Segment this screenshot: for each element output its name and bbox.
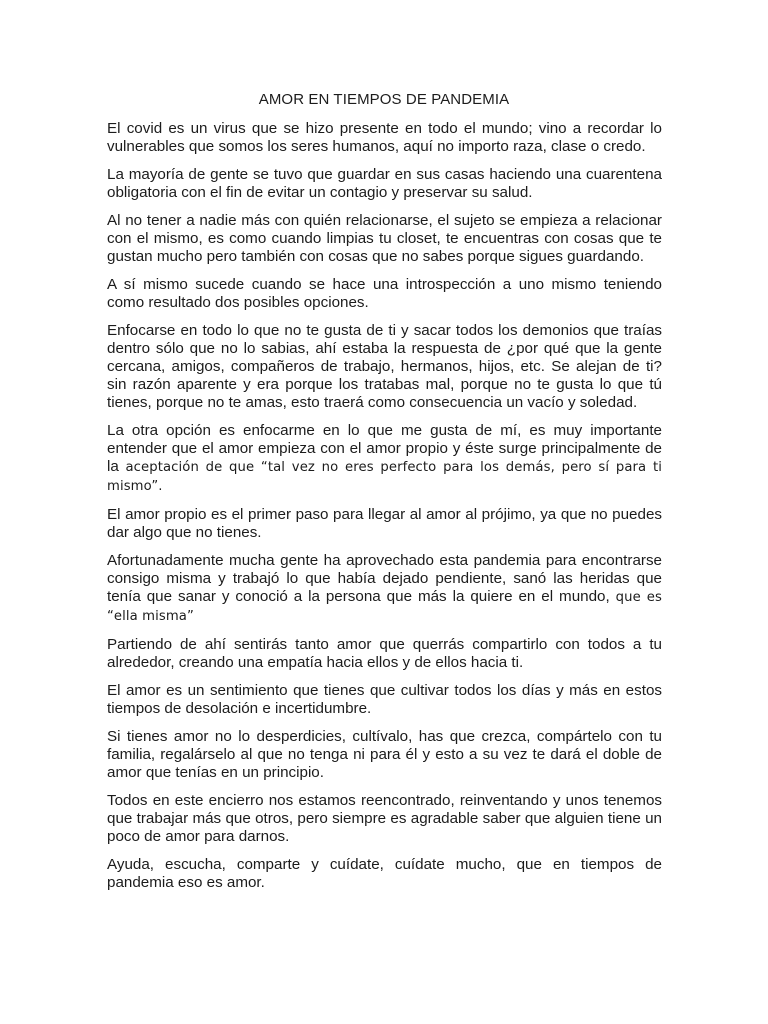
document-title: AMOR EN TIEMPOS DE PANDEMIA xyxy=(258,91,510,108)
paragraph-3: Al no tener a nadie más con quién relacionarse, el sujeto se empieza a relacionar con el mismo, es como cuando limpias tu closet, te encuentras con cosas que te gustan mucho pero también con cosas que no sabes porque sigues guardando. xyxy=(107,212,662,265)
paragraph-8 xyxy=(107,552,662,626)
paragraph-9: Partiendo de ahí sentirás tanto amor que querrás compartirlo con todos a tu alrededor, creando una empatía hacia ellos y de ellos hacia ti. xyxy=(107,636,662,671)
paragraph-1: El covid es un virus que se hizo presente en todo el mundo; vino a recordar lo vulnerables que somos los seres humanos, aquí no importo raza, clase o credo. xyxy=(107,120,662,155)
paragraph-4: A sí mismo sucede cuando se hace una introspección a uno mismo teniendo como resultado dos posibles opciones. xyxy=(107,276,662,311)
paragraph-2: La mayoría de gente se tuvo que guardar en sus casas haciendo una cuarentena obligatoria con el fin de evitar un contagio y preservar su salud. xyxy=(107,166,662,201)
paragraph-11: Si tienes amor no lo desperdicies, cultívalo, has que crezca, compártelo con tu familia, regalárselo al que no tenga ni para él y esto a su vez te dará el doble de amor que tenías en un principio. xyxy=(107,728,662,781)
herself-quote: que es “ella misma” xyxy=(107,590,662,624)
paragraph-5: Enfocarse en todo lo que no te gusta de ti y sacar todos los demonios que traías dentro sólo que no lo sabias, ahí estaba la respuesta de ¿por qué que la gente cercana, amigos, compañeros de trabajo, hermanos, hijos, etc. Se alejan de ti? sin razón aparente y era porque los tratabas mal, porque no te gusta lo que tú tienes, porque no te amas, esto traerá como consecuencia un vacío y soledad. xyxy=(107,322,662,411)
self-love-quote: aceptación de que “tal vez no eres perfecto para los demás, pero sí para ti mismo”. xyxy=(107,460,662,494)
paragraph-6 xyxy=(107,422,662,496)
paragraph-13: Ayuda, escucha, comparte y cuídate, cuídate mucho, que en tiempos de pandemia eso es amor. xyxy=(107,856,662,891)
paragraph-12: Todos en este encierro nos estamos reencontrado, reinventando y unos tenemos que trabajar más que otros, pero siempre es agradable saber que alguien tiene un poco de amor para darnos. xyxy=(107,792,662,845)
paragraph-7: El amor propio es el primer paso para llegar al amor al prójimo, ya que no puedes dar algo que no tienes. xyxy=(107,506,662,541)
document-body xyxy=(107,120,662,902)
paragraph-8-text: Afortunadamente mucha gente ha aprovechado esta pandemia para encontrarse consigo misma y trabajó lo que había dejado pendiente, sanó las heridas que tenía que sanar y conoció a la persona que más la quiere en el mundo, xyxy=(107,552,662,605)
paragraph-10: El amor es un sentimiento que tienes que cultivar todos los días y más en estos tiempos de desolación e incertidumbre. xyxy=(107,682,662,717)
paragraph-6-text: La otra opción es enfocarme en lo que me gusta de mí, es muy importante entender que el amor empieza con el amor propio y éste surge principalmente de la xyxy=(107,422,662,475)
